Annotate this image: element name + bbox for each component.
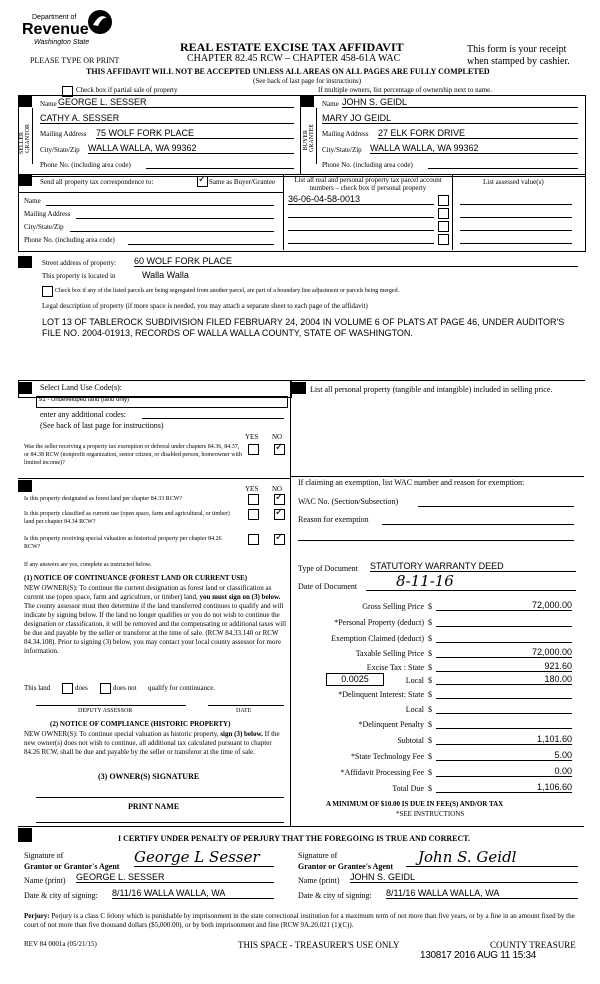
does-not-label: does not: [113, 684, 137, 692]
legal-line2: FILE NO. 2004-01913, RECORDS OF WALLA WALLA COUNTY, STATE OF WASHINGTON.: [42, 328, 413, 338]
assessor-date-label: DATE: [236, 708, 252, 714]
legal-label: Legal description of property (if more space is needed, you may attach a separate sheet to each page of the affidavit): [42, 302, 368, 310]
forest-question: Is this property designated as forest land per chapter 84.33 RCW?: [24, 496, 183, 502]
seller-address-label: Mailing Address: [40, 130, 87, 138]
print-name-label: PRINT NAME: [128, 802, 180, 811]
seller-name2[interactable]: CATHY A. SESSER: [40, 113, 294, 124]
affidavit-fee-label: *Affidavit Processing Fee: [340, 768, 424, 777]
exemption-no-checkbox[interactable]: [274, 444, 285, 455]
grantor-name-label: Name (print): [24, 876, 66, 885]
grantor-signature[interactable]: George L Sesser: [134, 848, 274, 867]
seller-side-label: SELLER: [19, 132, 25, 154]
additional-codes-label: enter any additional codes:: [40, 410, 126, 419]
does-checkbox[interactable]: [62, 683, 73, 694]
agency-line3: Washington State: [34, 39, 90, 46]
tech-fee-value[interactable]: 5.00: [436, 750, 572, 761]
corr-city-label: City/State/Zip: [24, 223, 64, 231]
notice1-text-b: The county assessor must then determine if the land transferred continues to qualify and will indicate by signing below. If the land no longer qualifies or you do not wish to continue the designation or classification, it will be removed and the compensating or additional taxes will be due and payable by the seller or transferor at the time of sale. (RCW 84.33.140 or RCW 84.34.108). Prior to signing (3) below, you may contact your local county assessor for more information.: [24, 602, 287, 655]
personal-label: *Personal Property (deduct): [334, 618, 424, 627]
forest-no-checkbox[interactable]: [274, 494, 285, 505]
perjury-text: Perjury is a class C felony which is punishable by imprisonment in the state correctional institution for a maximum term of not more than five years, or by a fine in an amount fixed by the court of not more than five thousand dollars ($5,000.00), or by both imprisonment and fine (RCW 9A.20.021 (1)(C)).: [24, 912, 575, 929]
doc-date[interactable]: 8-11-16: [366, 572, 576, 591]
dor-logo-icon: [86, 8, 114, 36]
seller-address[interactable]: 75 WOLF FORK PLACE: [96, 128, 294, 139]
corr-address-label: Mailing Address: [24, 210, 71, 218]
form-number: REV 84 0001a (05/21/15): [24, 940, 97, 948]
notice1-text-a: NEW OWNER(S): To continue the current designation as forest land or classification as current use (open space, farm and agriculture, or timber) land,: [24, 584, 272, 601]
buyer-address-label: Mailing Address: [322, 130, 369, 138]
section4-marker: [18, 256, 32, 268]
form-title: REAL ESTATE EXCISE TAX AFFIDAVIT: [180, 40, 404, 54]
land-use-code[interactable]: 91 - Undeveloped land (land only): [36, 396, 288, 408]
form-subtitle: CHAPTER 82.45 RCW – CHAPTER 458-61A WAC: [187, 53, 401, 64]
exemption-claim-label: If claiming an exemption, list WAC number and reason for exemption:: [298, 478, 525, 487]
agency-line1: Department of: [32, 14, 77, 21]
grantee-sig-label2: Grantor or Grantee's Agent: [298, 862, 394, 871]
subtotal-dollar: $: [428, 736, 432, 745]
legal-line1: LOT 13 OF TABLEROCK SUBDIVISION FILED FEBRUARY 24, 2004 IN VOLUME 6 OF PLATS AT PAGE 46, UNDER AUDITOR'S: [42, 317, 565, 327]
notice1-bold: you must sign on (3) below.: [199, 593, 281, 601]
perjury-bold: Perjury:: [24, 912, 50, 920]
notice2-bold: sign (3) below.: [220, 730, 263, 738]
segregated-label: Check box if any of the listed parcels are being segregated from another parcel, are part of a boundary line adjustment or parcels being merged.: [55, 288, 400, 294]
gross-dollar: $: [428, 602, 432, 611]
grantor-sig-label2: Grantor or Grantor's Agent: [24, 862, 120, 871]
forest-yes-checkbox[interactable]: [248, 494, 259, 505]
notice2-text-a: NEW OWNER(S): To continue special valuation as historic property,: [24, 730, 219, 738]
grantor-sig-label1: Signature of: [24, 851, 64, 860]
buyer-name2[interactable]: MARY JO GEIDL: [322, 113, 578, 124]
does-label: does: [75, 684, 88, 692]
seller-name-label: Name: [40, 100, 57, 108]
penalty-label: *Delinquent Penalty: [358, 720, 424, 729]
gross-label: Gross Selling Price: [362, 602, 424, 611]
grantee-name-print[interactable]: JOHN S. GEIDL: [350, 872, 578, 883]
local2-dollar: $: [428, 705, 432, 714]
exemption-yes-checkbox[interactable]: [248, 444, 259, 455]
parcel3-personal-checkbox[interactable]: [438, 221, 449, 232]
local-rate[interactable]: 0.0025: [326, 673, 384, 686]
if-yes-note: If any answers are yes, complete as instructed below.: [24, 562, 152, 568]
grantee-name-label: Name (print): [298, 876, 340, 885]
warning-text: THIS AFFIDAVIT WILL NOT BE ACCEPTED UNLESS ALL AREAS ON ALL PAGES ARE FULLY COMPLETED: [86, 67, 490, 76]
located-label: This property is located in: [42, 272, 116, 280]
minimum-note: A MINIMUM OF $10.00 IS DUE IN FEE(S) AND/OR TAX: [326, 800, 504, 808]
tech-fee-dollar: $: [428, 752, 432, 761]
does-not-checkbox[interactable]: [100, 683, 111, 694]
exemption-claimed-label: Exemption Claimed (deduct): [331, 634, 424, 643]
parcel-header: List all real and personal property tax parcel account numbers – check box if personal property: [294, 176, 442, 192]
treasurer-use: THIS SPACE - TREASURER'S USE ONLY: [238, 940, 400, 950]
affidavit-fee-dollar: $: [428, 768, 432, 777]
parcel1-personal-checkbox[interactable]: [438, 195, 449, 206]
section3-marker: [18, 174, 32, 186]
yes-header-1: YES: [245, 433, 259, 441]
gross-value[interactable]: 72,000.00: [436, 600, 572, 611]
local2-label: Local: [405, 705, 424, 714]
perjury-note: [24, 912, 580, 930]
grantee-signature[interactable]: John S. Geidl: [406, 848, 578, 867]
certify-statement: I CERTIFY UNDER PENALTY OF PERJURY THAT THE FOREGOING IS TRUE AND CORRECT.: [118, 834, 471, 843]
historic-yes-checkbox[interactable]: [248, 534, 259, 545]
historic-question: Is this property receiving special valuation as historical property per chapter 84.26 RCW?: [24, 536, 222, 550]
corr-phone-label: Phone No. (including area code): [24, 236, 115, 244]
current-use-no-checkbox[interactable]: [274, 509, 285, 520]
grantor-side-label: GRANTOR: [25, 124, 31, 153]
receipt-line2: when stamped by cashier.: [467, 56, 570, 67]
no-header-1: NO: [272, 433, 283, 441]
corr-name-label: Name: [24, 197, 41, 205]
buyer-city-label: City/State/Zip: [322, 146, 362, 154]
qualify-label: qualify for continuance.: [148, 684, 216, 692]
notice-continuance-text: [24, 584, 288, 656]
total-dollar: $: [428, 784, 432, 793]
buyer-phone-label: Phone No. (including area code): [322, 161, 413, 169]
taxable-label: Taxable Selling Price: [355, 649, 424, 658]
exemption-dollar: $: [428, 634, 432, 643]
treasurer-stamp: 130817 2016 AUG 11 15:34: [420, 950, 537, 961]
delinquent-interest-label: *Delinquent Interest: State: [338, 690, 424, 699]
no-header-2: NO: [272, 485, 283, 493]
same-as-buyer-checkbox[interactable]: [197, 176, 208, 187]
agency-line2: Revenue: [22, 21, 89, 38]
historic-no-checkbox[interactable]: [274, 534, 285, 545]
section7-marker: [292, 382, 306, 394]
section6-marker: [18, 480, 32, 492]
affidavit-fee-value[interactable]: 0.00: [436, 766, 572, 777]
county-treasurer: COUNTY TREASURE: [490, 940, 576, 950]
reason-label: Reason for exemption: [298, 515, 369, 524]
current-use-question: Is this property classified as current use (open space, farm and agricultural, or timber) land per chapter 84.34 RCW?: [24, 511, 230, 525]
street-address[interactable]: 60 WOLF FORK PLACE: [134, 256, 578, 267]
parcel-number-1[interactable]: 36-06-04-58-0013: [288, 194, 434, 205]
grantee-sig-label1: Signature of: [298, 851, 338, 860]
parcel4-personal-checkbox[interactable]: [438, 234, 449, 245]
penalty-dollar: $: [428, 720, 432, 729]
subtotal-value[interactable]: 1,101.60: [436, 734, 572, 745]
seller-name1[interactable]: GEORGE L. SESSER: [58, 97, 294, 108]
seller-city[interactable]: WALLA WALLA, WA 99362: [88, 143, 294, 154]
grantor-date-label: Date & city of signing:: [24, 891, 98, 900]
local-dollar: $: [428, 676, 432, 685]
section8-marker-cert: [18, 828, 32, 842]
excise-state-label: Excise Tax : State: [366, 663, 424, 672]
buyer-city[interactable]: WALLA WALLA, WA 99362: [370, 143, 578, 154]
land-use-label: Select Land Use Code(s):: [40, 383, 122, 392]
section2-marker: [300, 95, 314, 107]
total-value[interactable]: 1,106.60: [436, 782, 572, 793]
dor-logo: [22, 8, 122, 52]
notice2-text-b: If the new owner(s) does not wish to continue, all additional tax calculated pursuant to chapter 84.26 RCW, shall be due and payable by the seller or transferor at the time of sale.: [24, 730, 280, 756]
taxable-dollar: $: [428, 649, 432, 658]
grantee-date-city[interactable]: 8/11/16 WALLA WALLA, WA: [386, 888, 578, 899]
delinquent-interest-dollar: $: [428, 690, 432, 699]
please-type: PLEASE TYPE OR PRINT: [30, 56, 120, 65]
tech-fee-label: *State Technology Fee: [350, 752, 424, 761]
excise-state-value[interactable]: 921.60: [436, 661, 572, 672]
grantor-date-city[interactable]: 8/11/16 WALLA WALLA, WA: [112, 888, 274, 899]
doc-type-label: Type of Document: [298, 564, 358, 573]
buyer-side-label: BUYER: [303, 130, 309, 151]
buyer-name-label: Name: [322, 100, 339, 108]
assessed-header: List assessed value(s): [483, 178, 544, 186]
see-instructions: *SEE INSTRUCTIONS: [396, 810, 465, 818]
back-note: (See back of last page for instructions): [253, 77, 362, 85]
subtotal-label: Subtotal: [397, 736, 424, 745]
same-as-buyer-label: Same as Buyer/Grantee: [209, 178, 276, 186]
street-label: Street address of property:: [42, 259, 117, 267]
excise-state-dollar: $: [428, 663, 432, 672]
grantor-name-print[interactable]: GEORGE L. SESSER: [76, 872, 274, 883]
located-county[interactable]: Walla Walla: [142, 270, 189, 280]
buyer-name1[interactable]: JOHN S. GEIDL: [342, 97, 578, 108]
notice-continuance-title: (1) NOTICE OF CONTINUANCE (FOREST LAND OR CURRENT USE): [24, 574, 248, 582]
parcel2-personal-checkbox[interactable]: [438, 208, 449, 219]
this-land-label: This land: [24, 684, 51, 692]
personal-dollar: $: [428, 618, 432, 627]
receipt-line1: This form is your receipt: [467, 44, 567, 55]
personal-property-label: List all personal property (tangible and intangible) included in selling price.: [310, 385, 553, 394]
segregated-checkbox[interactable]: [42, 286, 53, 297]
local-label: Local: [405, 676, 424, 685]
taxable-value[interactable]: 72,000.00: [436, 647, 572, 658]
total-label: Total Due: [392, 784, 424, 793]
seller-city-label: City/State/Zip: [40, 146, 80, 154]
doc-date-label: Date of Document: [298, 582, 358, 591]
exemption-question: Was the seller receiving a property tax exemption or deferral under chapters 84.36, 84.37, or 84.38 RCW (nonprofit organization, senior citizen, or disabled person, homeowner with limited income)?: [24, 444, 242, 466]
current-use-yes-checkbox[interactable]: [248, 509, 259, 520]
grantee-side-label: GRANTEE: [309, 124, 315, 152]
notice-compliance-text: [24, 730, 288, 757]
land-use-see-back: (See back of last page for instructions): [40, 421, 164, 430]
buyer-address[interactable]: 27 ELK FORK DRIVE: [378, 128, 578, 139]
owner-signature-label: (3) OWNER(S) SIGNATURE: [98, 772, 200, 781]
yes-header-2: YES: [245, 485, 259, 493]
send-correspondence-label: Send all property tax correspondence to:: [40, 178, 154, 186]
grantee-date-label: Date & city of signing:: [298, 891, 372, 900]
doc-type[interactable]: STATUTORY WARRANTY DEED: [370, 561, 576, 572]
wac-label: WAC No. (Section/Subsection): [298, 497, 399, 506]
section1-marker: [18, 95, 32, 107]
partial-sale-label: Check box if partial sale of property: [76, 86, 178, 94]
section5-marker: [18, 382, 32, 394]
local-value[interactable]: 180.00: [436, 674, 572, 685]
notice-compliance-title: (2) NOTICE OF COMPLIANCE (HISTORIC PROPERTY): [50, 720, 231, 728]
deputy-assessor-label: DEPUTY ASSESSOR: [78, 708, 133, 714]
seller-phone-label: Phone No. (including area code): [40, 161, 131, 169]
multiple-owners-note: If multiple owners, list percentage of ownership next to name.: [318, 86, 492, 94]
